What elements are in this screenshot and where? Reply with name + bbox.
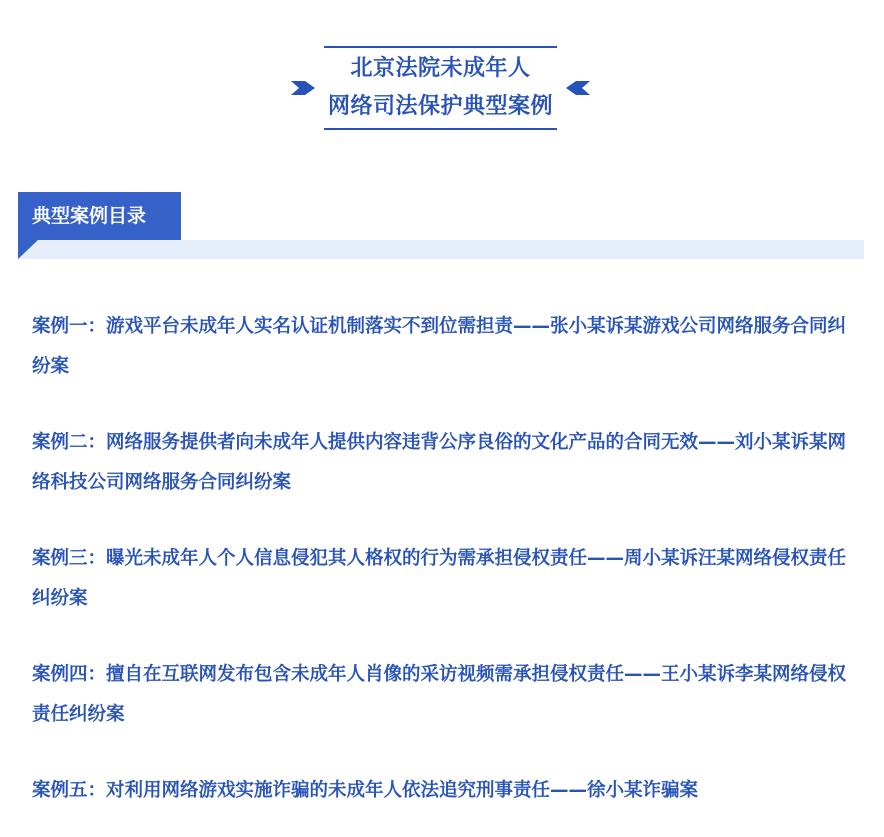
chevron-right-icon	[291, 80, 315, 96]
case-item-3	[32, 539, 852, 619]
page-title	[324, 46, 557, 130]
case-item-5	[32, 771, 852, 811]
case-text: 曝光未成年人个人信息侵犯其人格权的行为需承担侵权责任——周小某诉汪某网络侵权责任纠纷案	[32, 548, 847, 609]
title-top-rule	[324, 46, 557, 48]
tab-corner-decoration	[18, 240, 38, 260]
section-title: 典型案例目录	[32, 205, 147, 227]
chevron-left-icon	[566, 80, 590, 96]
case-text: 游戏平台未成年人实名认证机制落实不到位需担责——张小某诉某游戏公司网络服务合同纠纷案	[32, 316, 847, 377]
case-item-4	[32, 655, 852, 735]
case-label: 案例五：	[32, 780, 107, 801]
case-label: 案例三：	[32, 548, 107, 569]
case-text: 对利用网络游戏实施诈骗的未成年人依法追究刑事责任——徐小某诈骗案	[106, 780, 699, 801]
section-header-band	[18, 240, 864, 259]
case-text: 擅自在互联网发布包含未成年人肖像的采访视频需承担侵权责任——王小某诉李某网络侵权责任纠纷案	[32, 664, 847, 725]
case-text: 网络服务提供者向未成年人提供内容违背公序良俗的文化产品的合同无效——刘小某诉某网络科技公司网络服务合同纠纷案	[32, 432, 847, 493]
case-label: 案例二：	[32, 432, 107, 453]
case-label: 案例四：	[32, 664, 107, 685]
title-line-1: 北京法院未成年人	[350, 56, 531, 81]
case-item-2	[32, 423, 852, 503]
title-line-2: 网络司法保护典型案例	[327, 94, 553, 119]
case-label: 案例一：	[32, 316, 107, 337]
case-item-1	[32, 307, 852, 387]
title-bottom-rule	[324, 128, 557, 130]
